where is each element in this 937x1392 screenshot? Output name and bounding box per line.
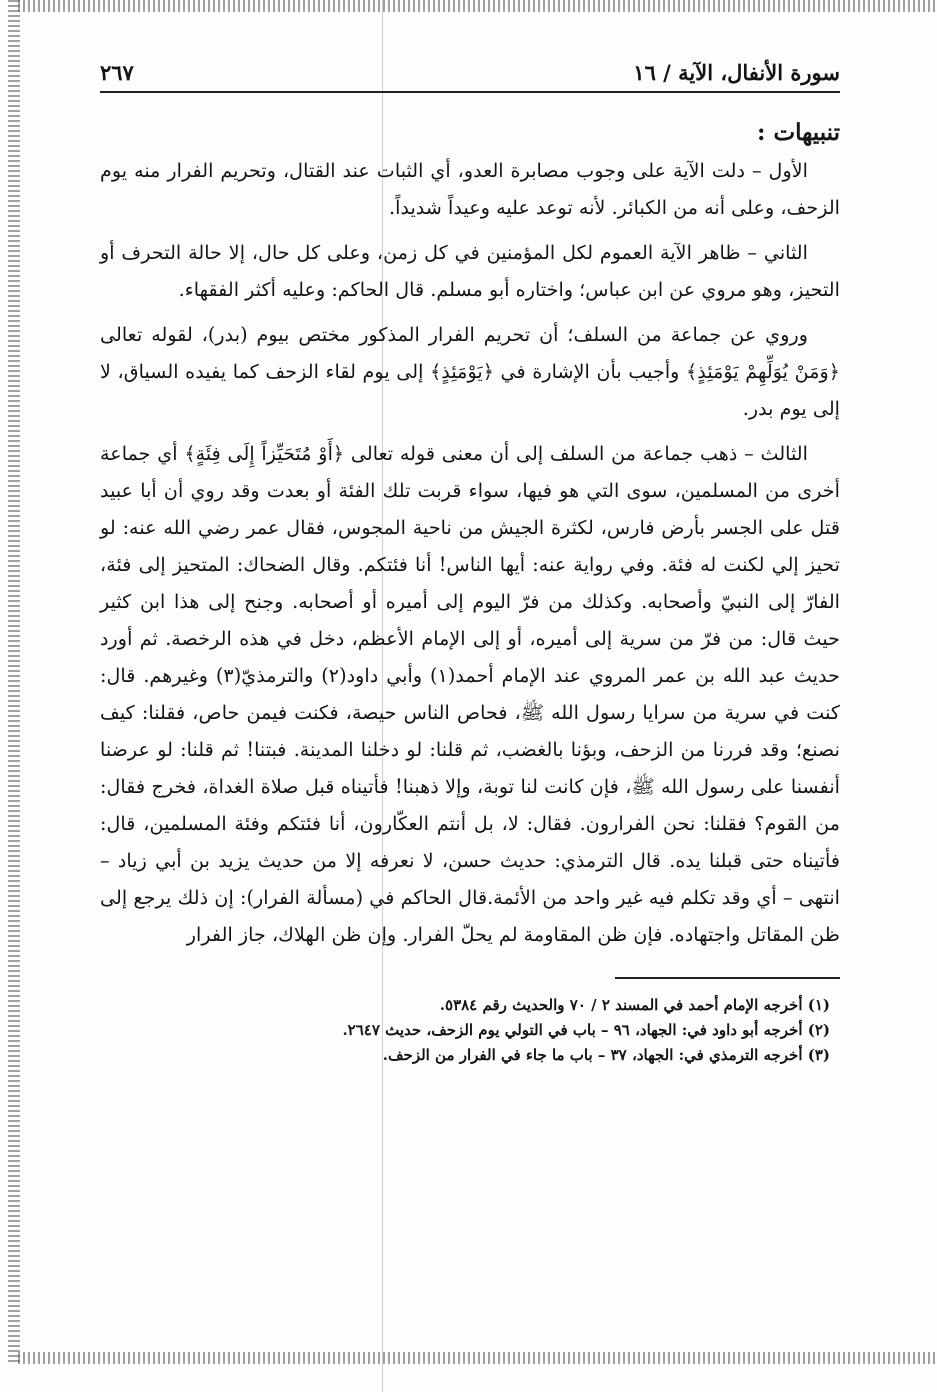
footnote-item: (٢) أخرجه أبو داود في: الجهاد، ٩٦ – باب في التولي يوم الزحف، حديث ٢٦٤٧. — [342, 1021, 830, 1039]
paragraph-second: الثاني – ظاهر الآية العموم لكل المؤمنين في كل زمن، وعلى كل حال، إلا حالة التحرف أو التحيز، وهو مروي عن ابن عباس؛ واختاره أبو مسلم. قال الحاكم: وعليه أكثر الفقهاء. — [100, 241, 840, 301]
page-number: ٢٦٧ — [100, 60, 134, 85]
body-text — [100, 152, 840, 953]
decorative-border-left — [8, 0, 20, 1364]
footnote-item: (٣) أخرجه الترمذي في: الجهاد، ٣٧ – باب ما جاء في الفرار من الزحف. — [382, 1046, 830, 1064]
section-title: تنبيهات : — [757, 119, 840, 146]
paragraph-salaf-opinion: وروي عن جماعة من السلف؛ أن تحريم الفرار المذكور مختص بيوم (بدر)، لقوله تعالى ﴿وَمَنْ يُوَلِّهِمْ يَوْمَئِذٍ﴾ وأجيب بأن الإشارة في ﴿يَوْمَئِذٍ﴾ إلى يوم لقاء الزحف كما يفيده السياق، لا إلى يوم بدر. — [100, 323, 840, 420]
decorative-border-top — [18, 0, 937, 12]
paragraph-third: الثالث – ذهب جماعة من السلف إلى أن معنى قوله تعالى ﴿أَوْ مُتَحَيِّزاً إِلَى فِئَةٍ﴾ أي جماعة أخرى من المسلمين، سوى التي هو فيها، سواء قربت تلك الفئة أو بعدت وقد روي أن أبا عبيد قتل على الجسر بأرض فارس، لكثرة الجيش من ناحية المجوس، فقال عمر رضي الله عنه: لو تحيز إلي لكنت له فئة. وفي رواية عنه: أيها الناس! أنا فئتكم. وقال الضحاك: المتحيز إلى فئة، الفارّ إلى النبيّ وأصحابه. وكذلك من فرّ اليوم إلى أميره أو أصحابه. وجنح إلى هذا ابن كثير حيث قال: من فرّ من سرية إلى أميره، أو إلى الإمام الأعظم، دخل في هذه الرخصة. ثم أورد حديث عبد الله بن عمر المروي عند الإمام أحمد(١) وأبي داود(٢) والترمذيّ(٣) وغيرهم. قال: كنت في سرية من سرايا رسول الله ﷺ، فحاص الناس حيصة، فكنت فيمن حاص، فقلنا: كيف نصنع؛ وقد فررنا من الزحف، وبؤنا بالغضب، ثم قلنا: لو دخلنا المدينة. فبتنا! ثم قلنا: لو عرضنا أنفسنا على رسول الله ﷺ، فإن كانت لنا توبة، وإلا ذهبنا! فأتيناه قبل صلاة الغداة، فخرج فقال: من القوم؟ فقلنا: نحن الفرارون. فقال: لا، بل أنتم العكّارون، أنا فئتكم وفئة المسلمين، قال: فأتيناه حتى قبلنا يده. قال الترمذي: حديث حسن، لا نعرفه إلا من حديث يزيد بن أبي زياد – انتهى – أي وقد تكلم فيه غير واحد من الأئمة.قال الحاكم في (مسألة الفرار): إن ذلك يرجع إلى ظن المقاتل واجتهاده. فإن ظن المقاومة لم يحلّ الفرار. وإن ظن الهلاك، جاز الفرار — [100, 442, 840, 946]
footnote-separator — [615, 977, 840, 979]
footnotes — [100, 993, 840, 1068]
footnote-item: (١) أخرجه الإمام أحمد في المسند ٢ / ٧٠ والحديث رقم ٥٣٨٤. — [439, 996, 830, 1014]
paragraph-first: الأول – دلت الآية على وجوب مصابرة العدو، أي الثبات عند القتال، وتحريم الفرار منه يوم الزحف، وعلى أنه من الكبائر. لأنه توعد عليه وعيداً شديداً. — [100, 159, 840, 219]
running-title: سورة الأنفال، الآية / ١٦ — [633, 60, 840, 85]
page-header — [100, 60, 840, 93]
book-page — [100, 60, 840, 1068]
decorative-border-bottom — [18, 1352, 937, 1364]
